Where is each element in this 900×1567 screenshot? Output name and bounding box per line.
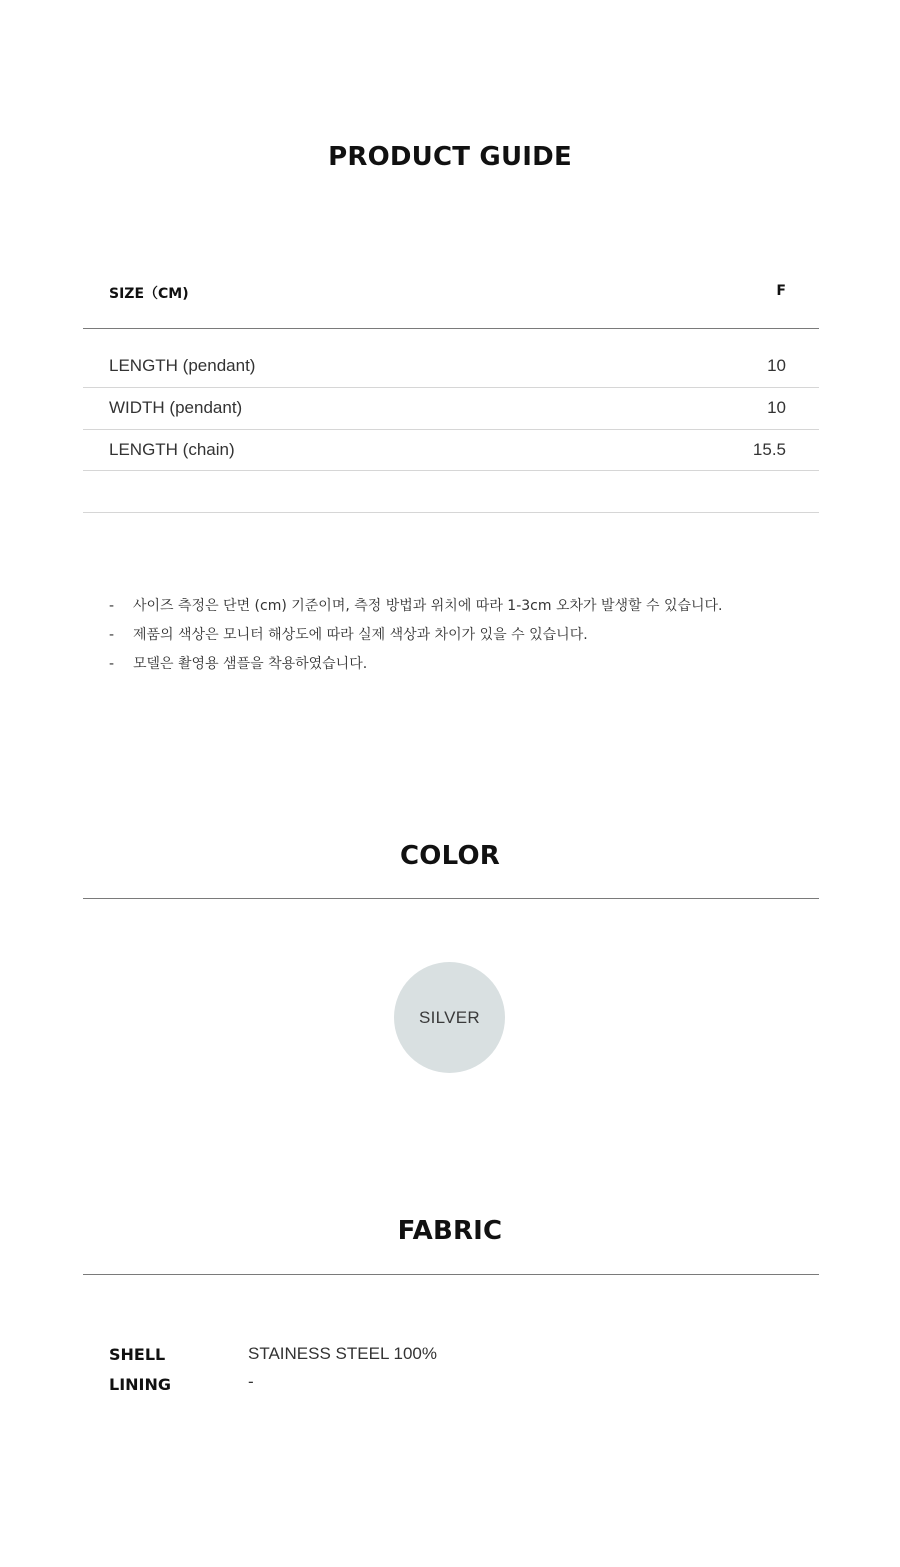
fabric-title: FABRIC — [397, 1216, 503, 1246]
fabric-label-lining: LINING — [109, 1375, 172, 1394]
note-text: 제품의 색상은 모니터 해상도에 따라 실제 색상과 차이가 있을 수 있습니다. — [133, 627, 588, 643]
size-row-value: 15.5 — [752, 440, 786, 459]
size-header-label: SIZE（CM) — [109, 286, 189, 302]
size-row-divider — [83, 470, 819, 471]
size-row-divider — [83, 429, 819, 430]
color-divider — [83, 898, 819, 899]
fabric-label-shell: SHELL — [109, 1345, 166, 1364]
size-table-row — [109, 356, 786, 380]
size-table-header-divider — [83, 328, 819, 329]
note-item — [109, 624, 809, 653]
note-dash: - — [109, 656, 115, 672]
size-row-value: 10 — [767, 398, 786, 417]
size-row-label: WIDTH (pendant) — [109, 398, 243, 417]
note-text: 모델은 촬영용 샘플을 착용하였습니다. — [133, 656, 368, 672]
color-swatch-label: SILVER — [418, 1007, 480, 1027]
note-item — [109, 595, 809, 624]
size-row-label: LENGTH (chain) — [109, 440, 235, 459]
color-swatch-silver[interactable] — [394, 962, 505, 1073]
size-row-value: 10 — [767, 356, 786, 375]
size-notes-list — [109, 595, 809, 682]
product-guide-title: PRODUCT GUIDE — [328, 142, 572, 172]
note-item — [109, 653, 809, 682]
color-title: COLOR — [400, 841, 500, 871]
size-table-bottom-divider — [83, 512, 819, 513]
note-dash: - — [109, 598, 115, 614]
note-dash: - — [109, 627, 115, 643]
fabric-value-shell: STAINESS STEEL 100% — [248, 1344, 437, 1363]
note-text: 사이즈 측정은 단면 (cm) 기준이며, 측정 방법과 위치에 따라 1-3cm 오차가 발생할 수 있습니다. — [133, 598, 723, 614]
fabric-value-lining: - — [248, 1372, 254, 1391]
size-row-label: LENGTH (pendant) — [109, 356, 256, 375]
size-row-divider — [83, 387, 819, 388]
size-table-row — [109, 398, 786, 422]
size-header-column: F — [776, 283, 786, 299]
fabric-divider — [83, 1274, 819, 1275]
size-table-row — [109, 440, 786, 464]
